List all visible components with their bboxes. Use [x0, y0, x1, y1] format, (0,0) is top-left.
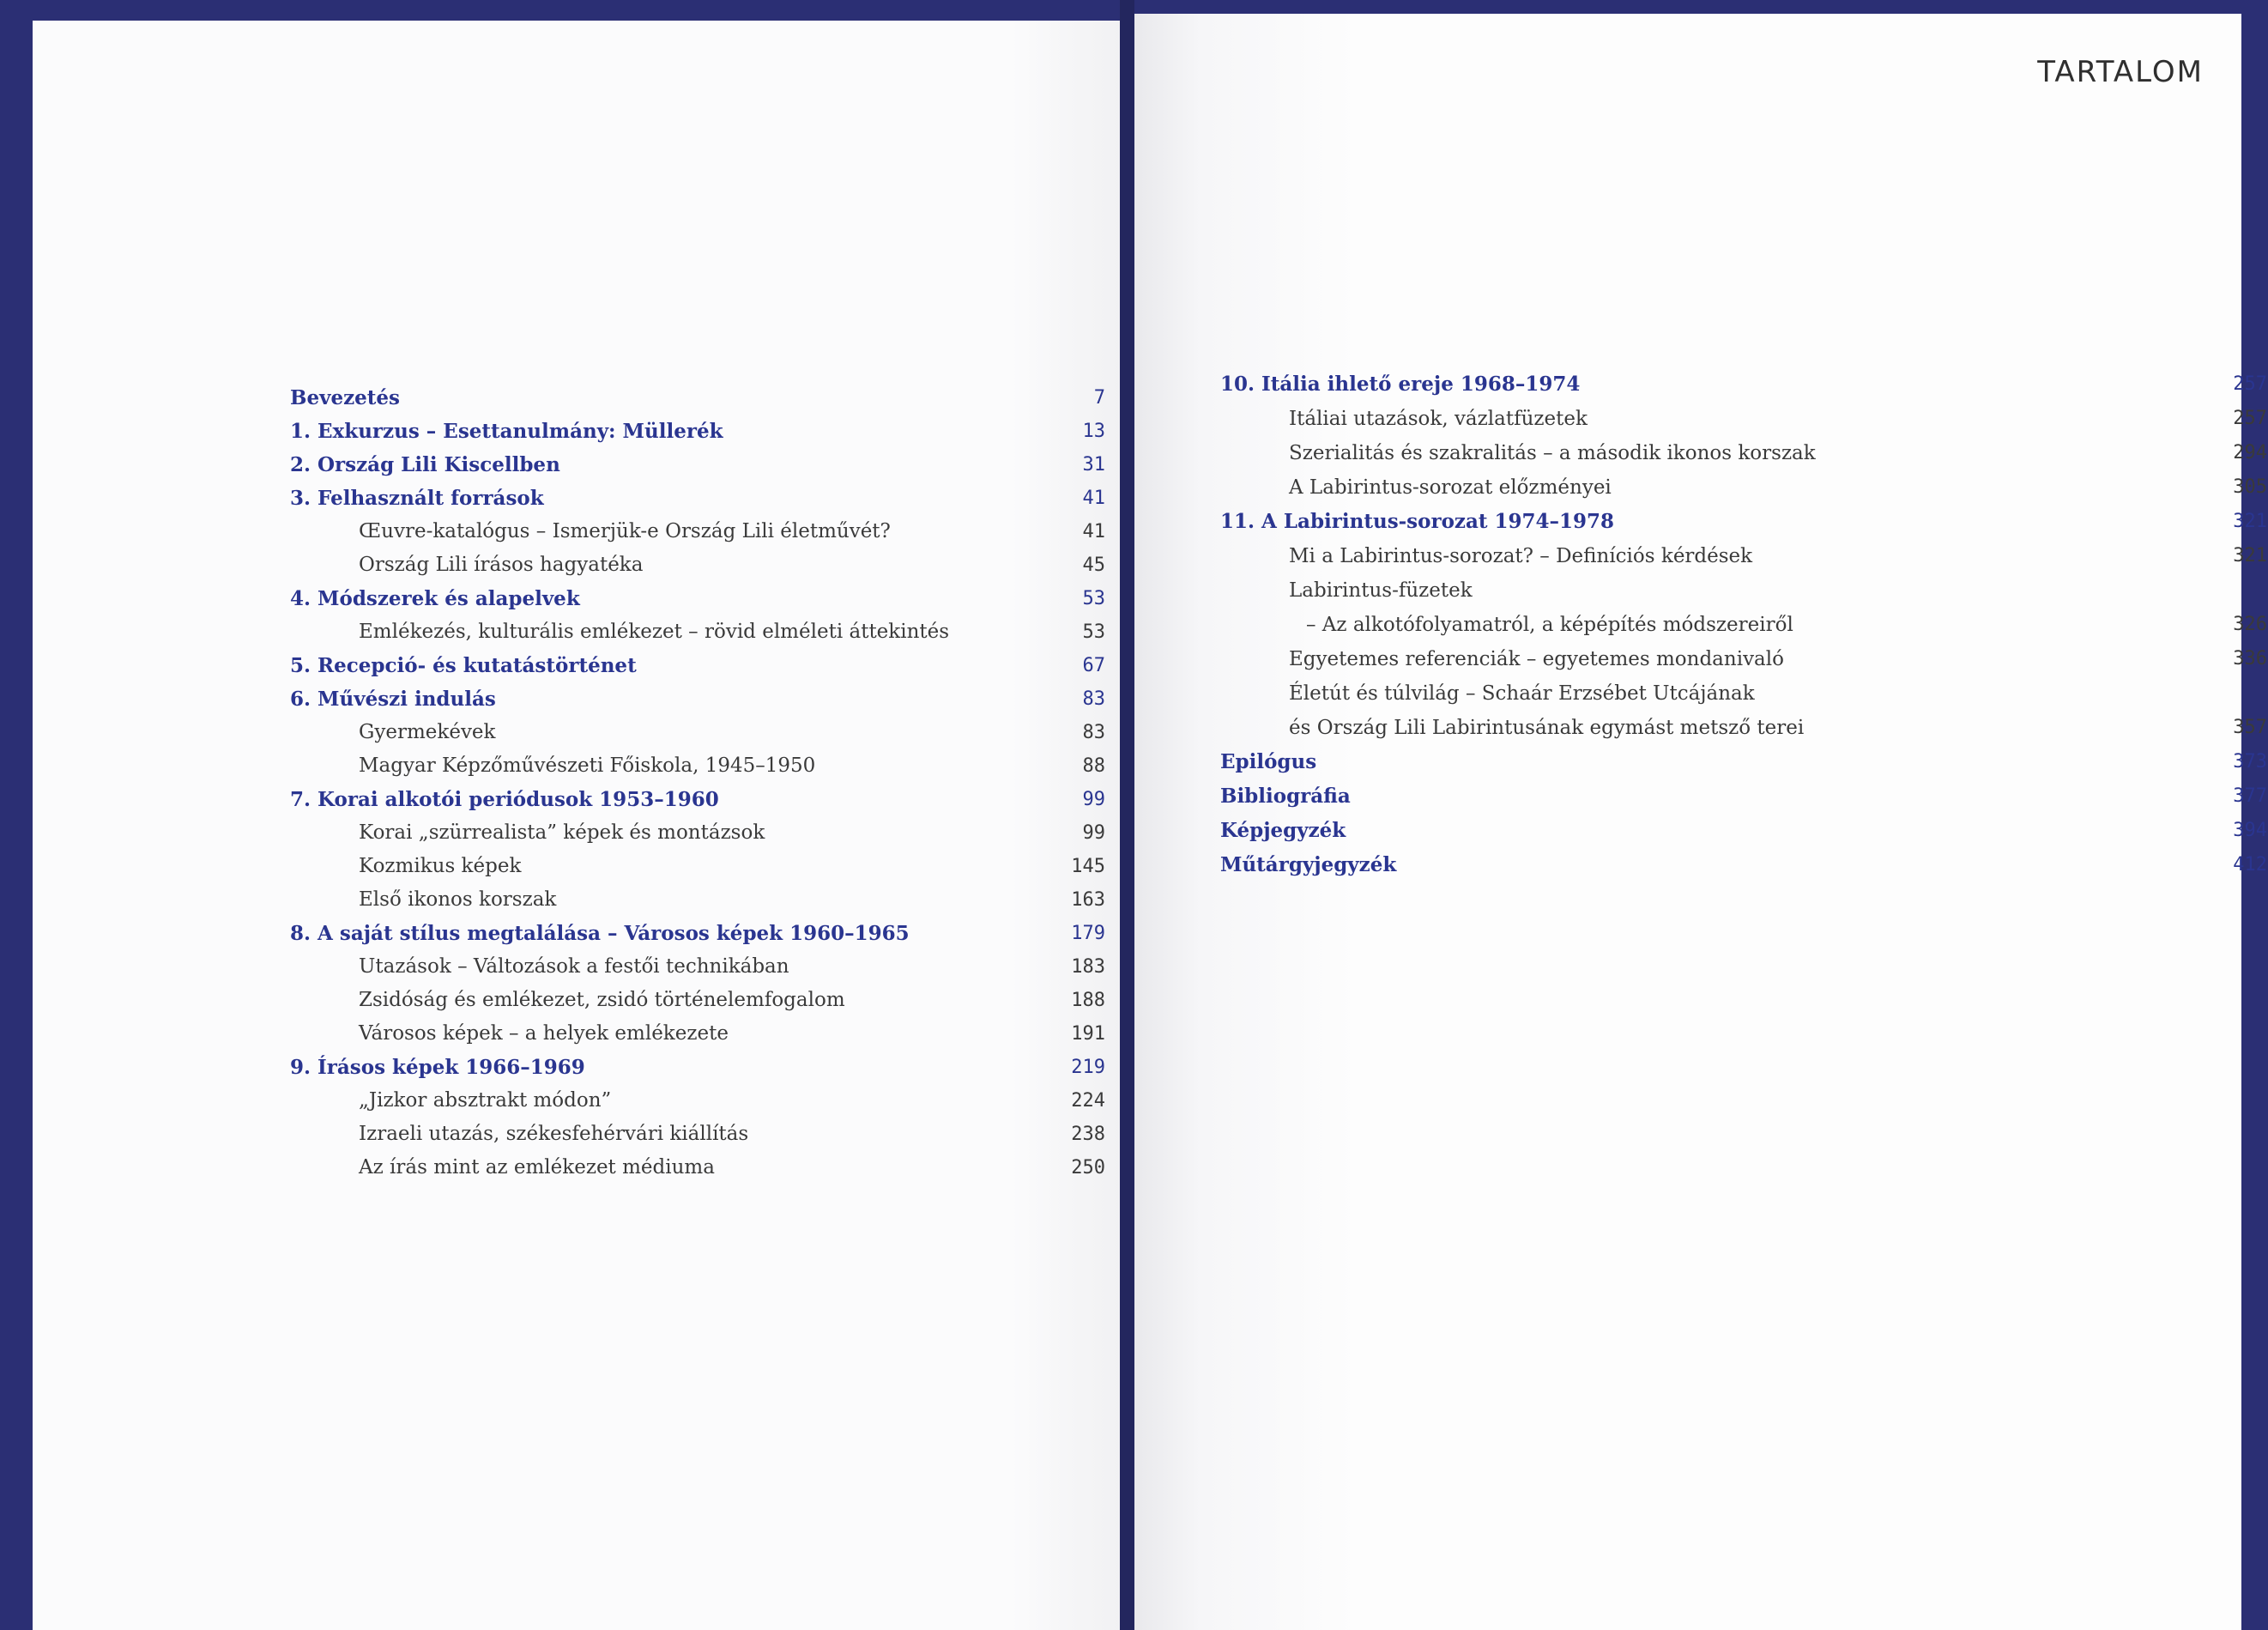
toc-entry-title: 9. Írásos képek 1966–1969	[290, 1056, 585, 1079]
toc-entry-title: Emlékezés, kulturális emlékezet – rövid elméleti áttekintés	[359, 621, 950, 643]
toc-section-entry	[290, 515, 1105, 548]
toc-entry-title: 3. Felhasznált források	[290, 487, 544, 510]
toc-section-entry	[1220, 573, 2010, 608]
toc-entry-title: Bevezetés	[290, 386, 400, 409]
toc-chapter-entry	[1220, 367, 2267, 402]
toc-page-number: 257	[2233, 373, 2267, 395]
toc-section-entry	[290, 1151, 1105, 1185]
toc-entry-title: Első ikonos korszak	[359, 888, 557, 911]
toc-chapter-entry	[290, 682, 1105, 716]
toc-left	[290, 381, 1105, 1185]
toc-page-number: 163	[1071, 889, 1105, 911]
toc-page-number: 257	[2233, 408, 2267, 429]
toc-section-entry	[290, 749, 1105, 783]
toc-page-number: 53	[1082, 621, 1105, 643]
toc-entry-title: Itáliai utazások, vázlatfüzetek	[1289, 408, 1588, 430]
toc-chapter-entry	[1220, 814, 2267, 848]
toc-section-entry	[1220, 402, 2267, 436]
toc-page-number: 99	[1082, 789, 1105, 810]
toc-entry-title: Városos képek – a helyek emlékezete	[359, 1022, 729, 1045]
toc-page-number: 238	[1071, 1124, 1105, 1145]
toc-entry-title: Ország Lili írásos hagyatéka	[359, 554, 644, 576]
toc-section-entry	[1220, 539, 2267, 573]
toc-section-entry	[1220, 676, 2010, 711]
toc-chapter-entry	[290, 783, 1105, 816]
toc-section-entry	[1220, 436, 2267, 470]
toc-page-number: 336	[2233, 648, 2267, 670]
toc-entry-title: 4. Módszerek és alapelvek	[290, 587, 580, 610]
toc-entry-title: Szerialitás és szakralitás – a második ikonos korszak	[1289, 442, 1816, 464]
toc-chapter-entry	[290, 448, 1105, 482]
toc-entry-title: 11. A Labirintus-sorozat 1974–1978	[1220, 510, 1615, 533]
toc-entry-title: 1. Exkurzus – Esettanulmány: Müllerék	[290, 420, 723, 443]
toc-entry-title: 8. A saját stílus megtalálása – Városos képek 1960–1965	[290, 922, 910, 945]
toc-page-number: 321	[2233, 511, 2267, 532]
toc-entry-title: Labirintus-füzetek	[1289, 579, 1473, 602]
toc-page-number: 188	[1071, 990, 1105, 1011]
running-head: TARTALOM	[2037, 55, 2204, 89]
toc-section-entry	[1220, 608, 2267, 642]
toc-entry-title: 7. Korai alkotói periódusok 1953–1960	[290, 788, 719, 811]
toc-page-number: 377	[2233, 785, 2267, 807]
toc-entry-title: és Ország Lili Labirintusának egymást metsző terei	[1289, 717, 1805, 739]
right-page	[1134, 14, 2267, 1630]
toc-section-entry	[1220, 711, 2267, 745]
toc-entry-title: Gyermekévek	[359, 721, 496, 743]
toc-entry-title: „Jizkor absztrakt módon”	[359, 1089, 612, 1112]
toc-section-entry	[290, 615, 1105, 649]
toc-section-entry	[290, 1017, 1105, 1051]
toc-page-number: 250	[1071, 1157, 1105, 1179]
toc-entry-title: 2. Ország Lili Kiscellben	[290, 453, 560, 476]
toc-page-number: 183	[1071, 956, 1105, 978]
toc-page-number: 83	[1082, 688, 1105, 710]
toc-entry-title: Az írás mint az emlékezet médiuma	[359, 1156, 715, 1179]
book-gutter	[1120, 0, 1134, 1630]
toc-section-entry	[290, 850, 1105, 883]
toc-page-number: 13	[1082, 421, 1105, 442]
toc-chapter-entry	[290, 482, 1105, 515]
toc-chapter-entry	[290, 917, 1105, 950]
left-page	[33, 21, 1120, 1630]
toc-section-entry	[290, 816, 1105, 850]
toc-section-entry	[1220, 642, 2267, 676]
toc-chapter-entry	[290, 582, 1105, 615]
toc-page-number: 326	[2233, 614, 2267, 635]
toc-section-entry	[1220, 470, 2267, 505]
toc-chapter-entry	[290, 649, 1105, 682]
toc-page-number: 88	[1082, 755, 1105, 777]
toc-entry-title: 10. Itália ihlető ereje 1968–1974	[1220, 373, 1581, 396]
toc-page-number: 83	[1082, 722, 1105, 743]
toc-page-number: 41	[1082, 521, 1105, 542]
toc-section-entry	[290, 950, 1105, 984]
toc-entry-title: Bibliográfia	[1220, 785, 1351, 808]
toc-entry-title: Epilógus	[1220, 750, 1317, 773]
toc-page-number: 145	[1071, 856, 1105, 877]
toc-page-number: 41	[1082, 488, 1105, 509]
toc-section-entry	[290, 1118, 1105, 1151]
toc-section-entry	[290, 716, 1105, 749]
toc-page-number: 294	[2233, 442, 2267, 464]
toc-entry-title: Mi a Labirintus-sorozat? – Definíciós kérdések	[1289, 545, 1753, 567]
toc-section-entry	[290, 984, 1105, 1017]
toc-section-entry	[290, 548, 1105, 582]
toc-page-number: 31	[1082, 454, 1105, 476]
toc-page-number: 373	[2233, 751, 2267, 773]
toc-section-entry	[290, 1084, 1105, 1118]
toc-page-number: 53	[1082, 588, 1105, 609]
toc-chapter-entry	[1220, 848, 2267, 882]
toc-page-number: 179	[1071, 923, 1105, 944]
toc-page-number: 357	[2233, 717, 2267, 738]
toc-entry-title: Műtárgyjegyzék	[1220, 853, 1397, 876]
toc-entry-title: Képjegyzék	[1220, 819, 1346, 842]
toc-entry-title: Utazások – Változások a festői technikában	[359, 955, 789, 978]
toc-entry-title: – Az alkotófolyamatról, a képépítés módszereiről	[1306, 614, 1793, 636]
toc-section-entry	[290, 883, 1105, 917]
toc-page-number: 67	[1082, 655, 1105, 676]
toc-entry-title: Zsidóság és emlékezet, zsidó történelemfogalom	[359, 989, 845, 1011]
toc-entry-title: 5. Recepció- és kutatástörténet	[290, 654, 637, 677]
toc-chapter-entry	[290, 381, 1105, 415]
toc-chapter-entry	[290, 415, 1105, 448]
toc-chapter-entry	[290, 1051, 1105, 1084]
toc-page-number: 7	[1093, 387, 1105, 409]
toc-page-number: 412	[2233, 854, 2267, 876]
toc-page-number: 394	[2233, 820, 2267, 841]
toc-entry-title: Kozmikus képek	[359, 855, 522, 877]
toc-entry-title: A Labirintus-sorozat előzményei	[1289, 476, 1612, 499]
toc-chapter-entry	[1220, 745, 2267, 779]
toc-entry-title: Izraeli utazás, székesfehérvári kiállítás	[359, 1123, 749, 1145]
toc-page-number: 224	[1071, 1090, 1105, 1112]
toc-page-number: 219	[1071, 1057, 1105, 1078]
toc-chapter-entry	[1220, 779, 2267, 814]
toc-entry-title: Egyetemes referenciák – egyetemes mondanivaló	[1289, 648, 1784, 670]
toc-entry-title: Magyar Képzőművészeti Főiskola, 1945–1950	[359, 754, 816, 777]
toc-page-number: 321	[2233, 545, 2267, 567]
toc-chapter-entry	[1220, 505, 2267, 539]
toc-page-number: 45	[1082, 554, 1105, 576]
toc-entry-title: Életút és túlvilág – Schaár Erzsébet Utcájának	[1289, 682, 1755, 705]
toc-page-number: 305	[2233, 476, 2267, 498]
toc-page-number: 99	[1082, 822, 1105, 844]
toc-page-number: 191	[1071, 1023, 1105, 1045]
toc-entry-title: 6. Művészi indulás	[290, 688, 496, 711]
toc-entry-title: Œuvre-katalógus – Ismerjük-e Ország Lili életművét?	[359, 520, 891, 542]
toc-right	[1220, 367, 2267, 882]
toc-entry-title: Korai „szürrealista” képek és montázsok	[359, 821, 765, 844]
